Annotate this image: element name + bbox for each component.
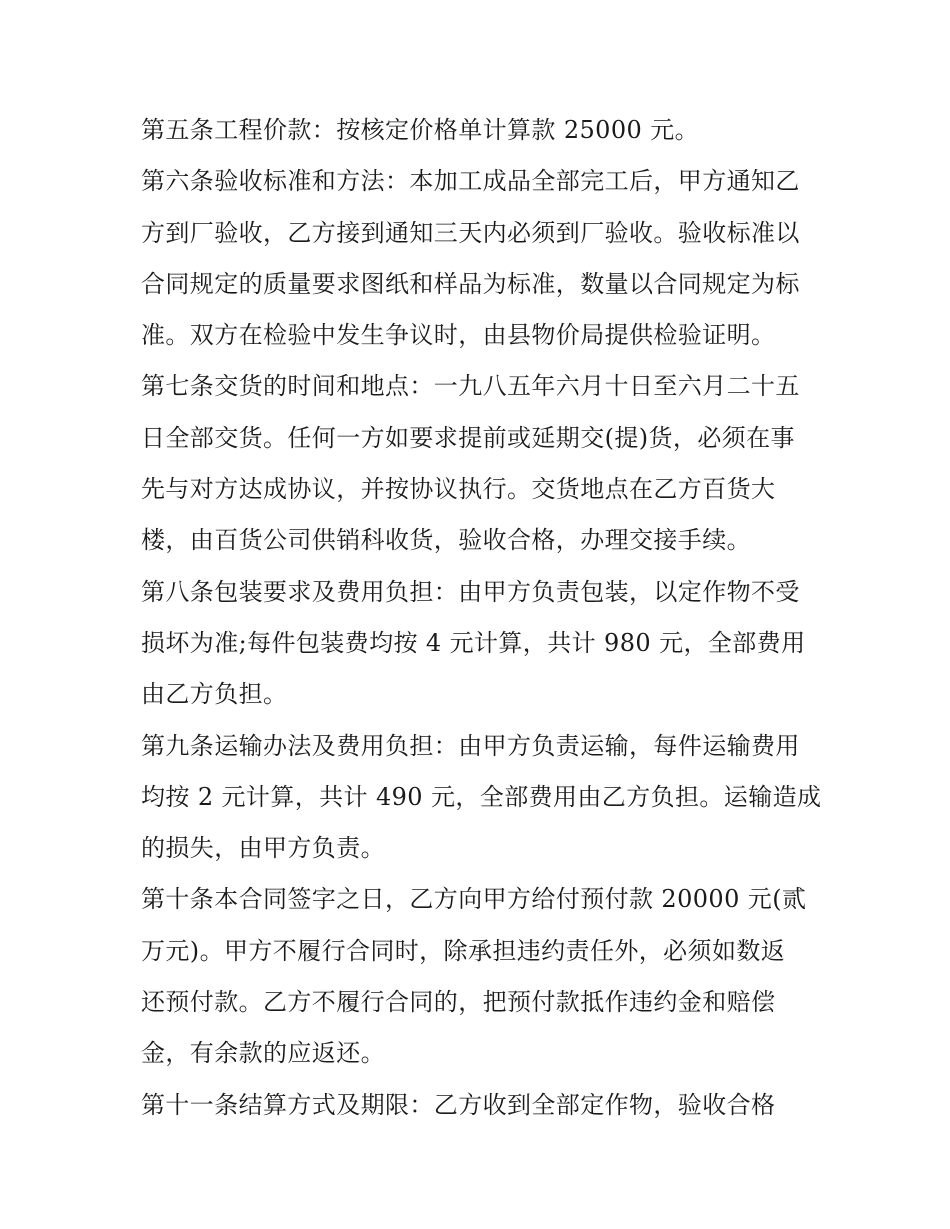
text-line: 均按 2 元计算，共计 490 元，全部费用由乙方负担。运输造成 [141,782,822,811]
text-line: 第十条本合同签字之日，乙方向甲方给付预付款 20000 元(贰 [141,885,807,914]
text-line: 万元)。甲方不履行合同时，除承担违约责任外，必须如数返 [141,936,786,965]
text-line: 金，有余款的应返还。 [141,1039,385,1068]
text-line: 第五条工程价款：按核定价格单计算款 25000 元。 [141,116,700,144]
text-line: 第八条包装要求及费用负担：由甲方负责包装，以定作物不受 [141,577,800,606]
text-line: 第六条验收标准和方法：本加工成品全部完工后，甲方通知乙 [141,167,800,196]
text-line: 方到厂验收，乙方接到通知三天内必须到厂验收。验收标准以 [141,218,800,247]
text-line: 日全部交货。任何一方如要求提前或延期交(提)货，必须在事 [141,423,795,452]
text-line: 准。双方在检验中发生争议时，由县物价局提供检验证明。 [141,321,776,350]
text-line: 合同规定的质量要求图纸和样品为标准，数量以合同规定为标 [141,269,800,298]
text-line: 还预付款。乙方不履行合同的，把预付款抵作违约金和赔偿 [141,988,776,1017]
text-line: 损坏为准;每件包装费均按 4 元计算，共计 980 元，全部费用 [141,628,806,657]
text-line: 楼，由百货公司供销科收货，验收合格，办理交接手续。 [141,526,751,555]
text-line: 第九条运输办法及费用负担：由甲方负责运输，每件运输费用 [141,731,800,760]
text-line: 先与对方达成协议，并按协议执行。交货地点在乙方百货大 [141,475,776,504]
text-line: 的损失，由甲方负责。 [141,834,385,863]
text-line: 由乙方负担。 [141,680,288,709]
text-line: 第十一条结算方式及期限：乙方收到全部定作物，验收合格 [141,1090,776,1119]
document-body [141,108,821,1134]
text-line: 第七条交货的时间和地点：一九八五年六月十日至六月二十五 [141,372,800,401]
